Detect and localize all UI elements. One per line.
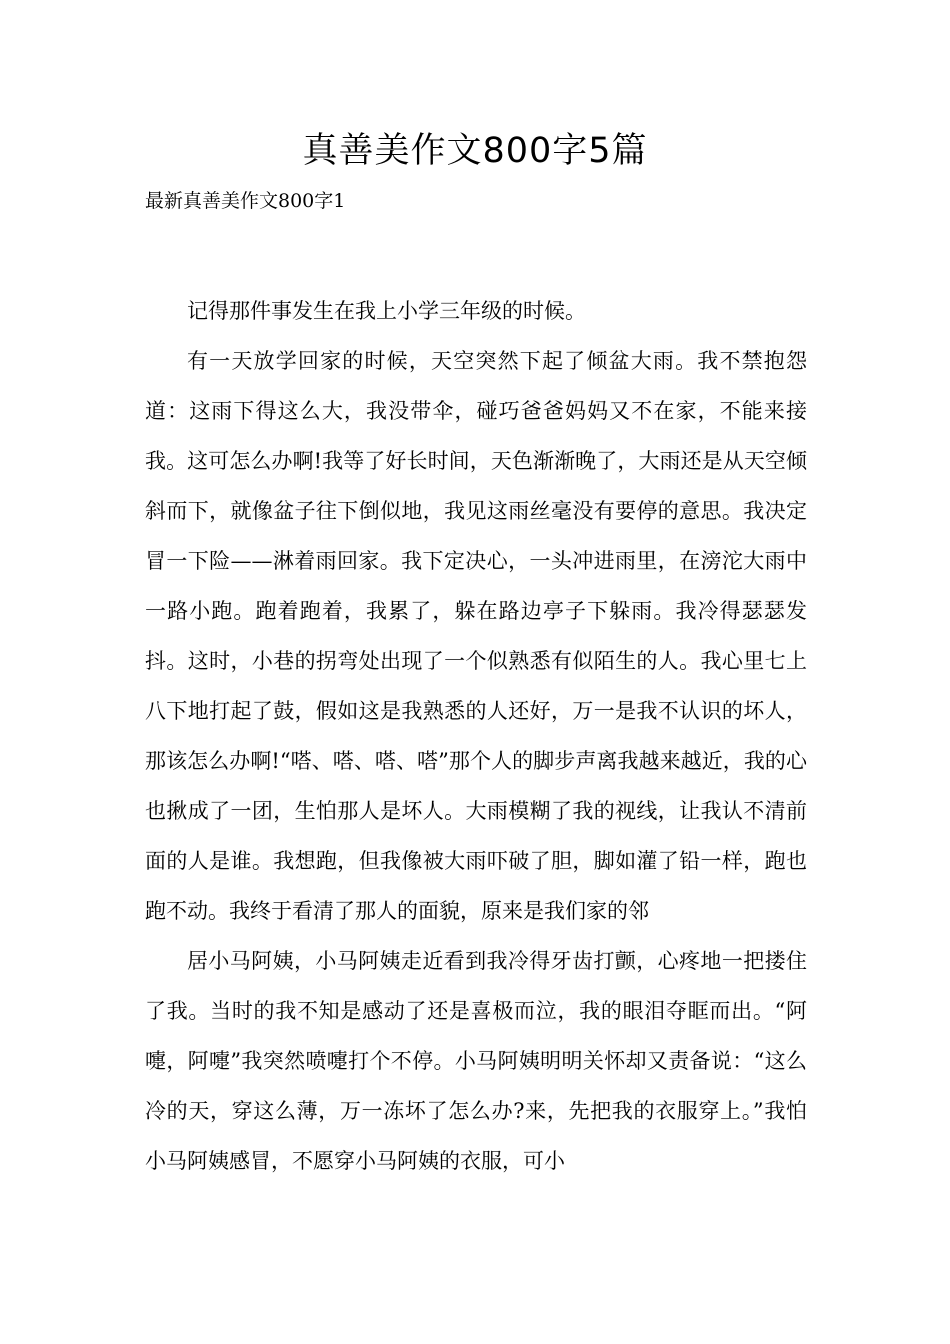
paragraph: 有一天放学回家的时候，天空突然下起了倾盆大雨。我不禁抱怨道：这雨下得这么大，我没带伞，碰巧爸爸妈妈又不在家，不能来接我。这可怎么办啊!我等了好长时间，天色渐渐晚了，大雨还是从天空倾斜而下，就像盆子往下倒似地，我见这雨丝毫没有要停的意思。我决定冒一下险——淋着雨回家。我下定决心，一头冲进雨里，在滂沱大雨中一路小跑。跑着跑着，我累了，躲在路边亭子下躲雨。我冷得瑟瑟发抖。这时，小巷的拐弯处出现了一个似熟悉有似陌生的人。我心里七上八下地打起了鼓，假如这是我熟悉的人还好，万一是我不认识的坏人，那该怎么办啊!“嗒、嗒、嗒、嗒”那个人的脚步声离我越来越近，我的心也揪成了一团，生怕那人是坏人。大雨模糊了我的视线，让我认不清前面的人是谁。我想跑，但我像被大雨吓破了胆，脚如灌了铅一样，跑也跑不动。我终于看清了那人的面貌，原来是我们家的邻 <box>145 349 807 923</box>
page-title: 真善美作文800字5篇 <box>302 131 648 171</box>
paragraph: 居小马阿姨，小马阿姨走近看到我冷得牙齿打颤，心疼地一把搂住了我。当时的我不知是感动了还是喜极而泣，我的眼泪夺眶而出。“阿嚏，阿嚏”我突然喷嚏打个不停。小马阿姨明明关怀却又责备说：“这么冷的天，穿这么薄，万一冻坏了怎么办?来，先把我的衣服穿上。”我怕小马阿姨感冒，不愿穿小马阿姨的衣服，可小 <box>145 949 807 1173</box>
article-body <box>145 286 807 1186</box>
paragraph: 记得那件事发生在我上小学三年级的时候。 <box>187 299 586 323</box>
section-heading: 最新真善美作文800字1 <box>145 190 346 212</box>
